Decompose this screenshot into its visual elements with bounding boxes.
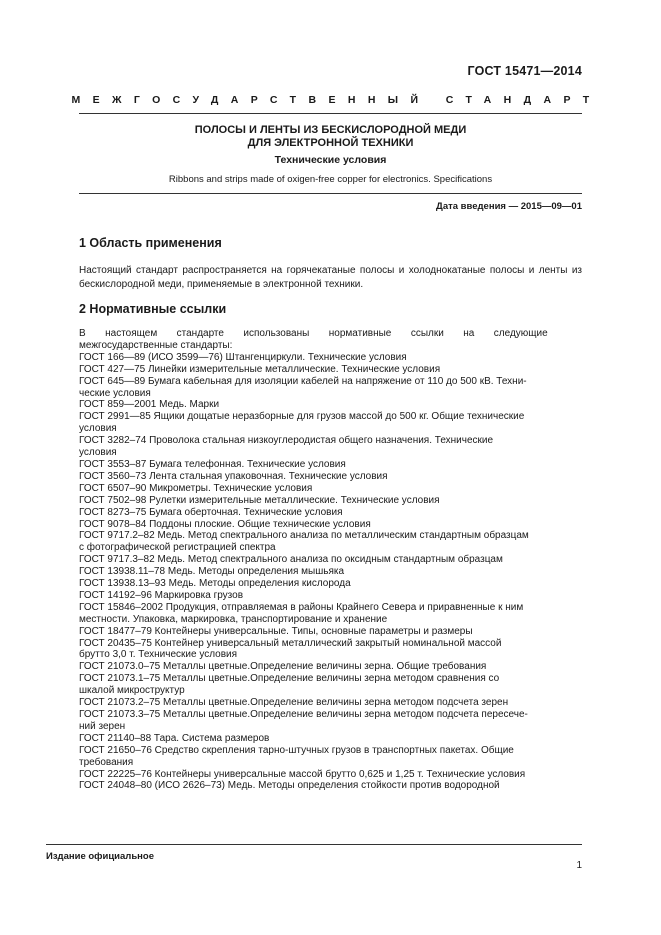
reference-line: ГОСТ 24048–80 (ИСО 2626–73) Медь. Методы определения стойкости против водородной [79,780,500,792]
reference-line: ГОСТ 21650–76 Средство скрепления тарно-штучных грузов в транспортных пакетах. Общие [79,744,514,756]
title-line-1: ПОЛОСЫ И ЛЕНТЫ ИЗ БЕСКИСЛОРОДНОЙ МЕДИ [194,124,467,136]
footer-rule [46,844,582,845]
reference-line: ГОСТ 3282–74 Проволока стальная низкоуглеродистая общего назначения. Технические [79,435,494,447]
title-line-2: ДЛЯ ЭЛЕКТРОННОЙ ТЕХНИКИ [247,137,414,149]
reference-line: брутто 3,0 т. Технические условия [79,649,238,661]
standard-type-heading: МЕЖГОСУДАРСТВЕННЫЙ СТАНДАРТ [71,94,602,106]
section-1-text [79,264,582,291]
english-title: Ribbons and strips made of oxigen-free copper for electronics. Specifications [168,174,493,185]
reference-line: ГОСТ 21073.2–75 Металлы цветные.Определение величины зерна методом подсчета зерен [79,697,509,709]
reference-line: ГОСТ 21073.3–75 Металлы цветные.Определение величины зерна методом подсчета пересече- [79,709,528,720]
reference-line: ческие условия [79,387,151,399]
document-title [79,124,582,150]
reference-line: ГОСТ 7502–98 Рулетки измерительные металлические. Технические условия [79,494,440,506]
reference-list [79,352,582,793]
page-number: 1 [576,860,582,871]
reference-line: местности. Упаковка, маркировка, транспортирование и хранение [79,613,388,625]
reference-line: ГОСТ 21073.1–75 Металлы цветные.Определение величины зерна методом сравнения со [79,673,500,685]
reference-line: ГОСТ 166—89 (ИСО 3599—76) Штангенциркули. Технические условия [79,351,407,363]
section-2-heading: 2 Нормативные ссылки [79,302,227,316]
reference-line: ГОСТ 14192–96 Маркировка грузов [79,589,244,601]
edition-label: Издание официальное [46,851,154,862]
reference-line: ГОСТ 3560–73 Лента стальная упаковочная. Технические условия [79,470,388,482]
reference-line: ГОСТ 20435–75 Контейнер универсальный металлический закрытый номинальной массой [79,637,502,649]
reference-line: ГОСТ 18477–79 Контейнеры универсальные. Типы, основные параметры и размеры [79,625,473,637]
reference-line: ГОСТ 13938.13–93 Медь. Методы определения кислорода [79,578,351,590]
reference-line: ГОСТ 8273–75 Бумага оберточная. Технические условия [79,506,343,518]
section-2-intro-line-1: В настоящем стандарте использованы нормативные ссылки на следующие [79,328,548,339]
normative-references [79,328,582,792]
reference-line: ГОСТ 427—75 Линейки измерительные металлические. Технические условия [79,363,441,375]
reference-line: с фотографической регистрацией спектра [79,542,276,554]
reference-line: ГОСТ 21073.0–75 Металлы цветные.Определение величины зерна. Общие требования [79,661,487,673]
reference-line: ГОСТ 9717.2–82 Медь. Метод спектрального анализа по металлическим стандартным образцам [79,530,529,542]
reference-line: ГОСТ 2991—85 Ящики дощатые неразборные для грузов массой до 500 кг. Общие технические [79,411,525,423]
reference-line: условия [79,423,117,435]
reference-line: ГОСТ 22225–76 Контейнеры универсальные массой брутто 0,625 и 1,25 т. Технические условия [79,768,526,780]
title-rule [79,193,582,194]
header-rule [79,113,582,114]
reference-line: ГОСТ 859—2001 Медь. Марки [79,399,220,411]
section-1-paragraph [79,264,582,291]
reference-line: ГОСТ 21140–88 Тара. Система размеров [79,732,270,744]
document-code: ГОСТ 15471—2014 [467,64,582,78]
introduction-date: Дата введения — 2015—09—01 [436,201,582,212]
reference-line: шкалой микроструктур [79,685,185,697]
reference-line: ГОСТ 3553–87 Бумага телефонная. Технические условия [79,458,346,470]
reference-line: условия [79,447,117,459]
section-1-heading: 1 Область применения [79,236,222,250]
reference-line: ГОСТ 13938.11–78 Медь. Методы определения мышьяка [79,566,345,578]
section-2-intro-line-2: межгосударственные стандарты: [79,339,233,351]
reference-line: требования [79,756,134,768]
reference-line: ний зерен [79,720,126,732]
reference-line: ГОСТ 6507–90 Микрометры. Технические условия [79,482,313,494]
reference-line: ГОСТ 645—89 Бумага кабельная для изоляции кабелей на напряжение от 110 до 500 кВ. Техни- [79,375,527,387]
reference-line: ГОСТ 9717.3–82 Медь. Метод спектрального анализа по оксидным стандартным образцам [79,554,503,566]
reference-line: ГОСТ 15846–2002 Продукция, отправляемая в районы Крайнего Севера и приравненные к ним [79,601,524,613]
reference-line: ГОСТ 9078–84 Поддоны плоские. Общие технические условия [79,518,371,530]
document-subtitle: Технические условия [274,154,387,166]
section-1-paragraph-text: Настоящий стандарт распространяется на горячекатаные полосы и холоднокатаные полосы и ленты из бескислородной меди, применяемые в электронной техники. [79,265,582,290]
